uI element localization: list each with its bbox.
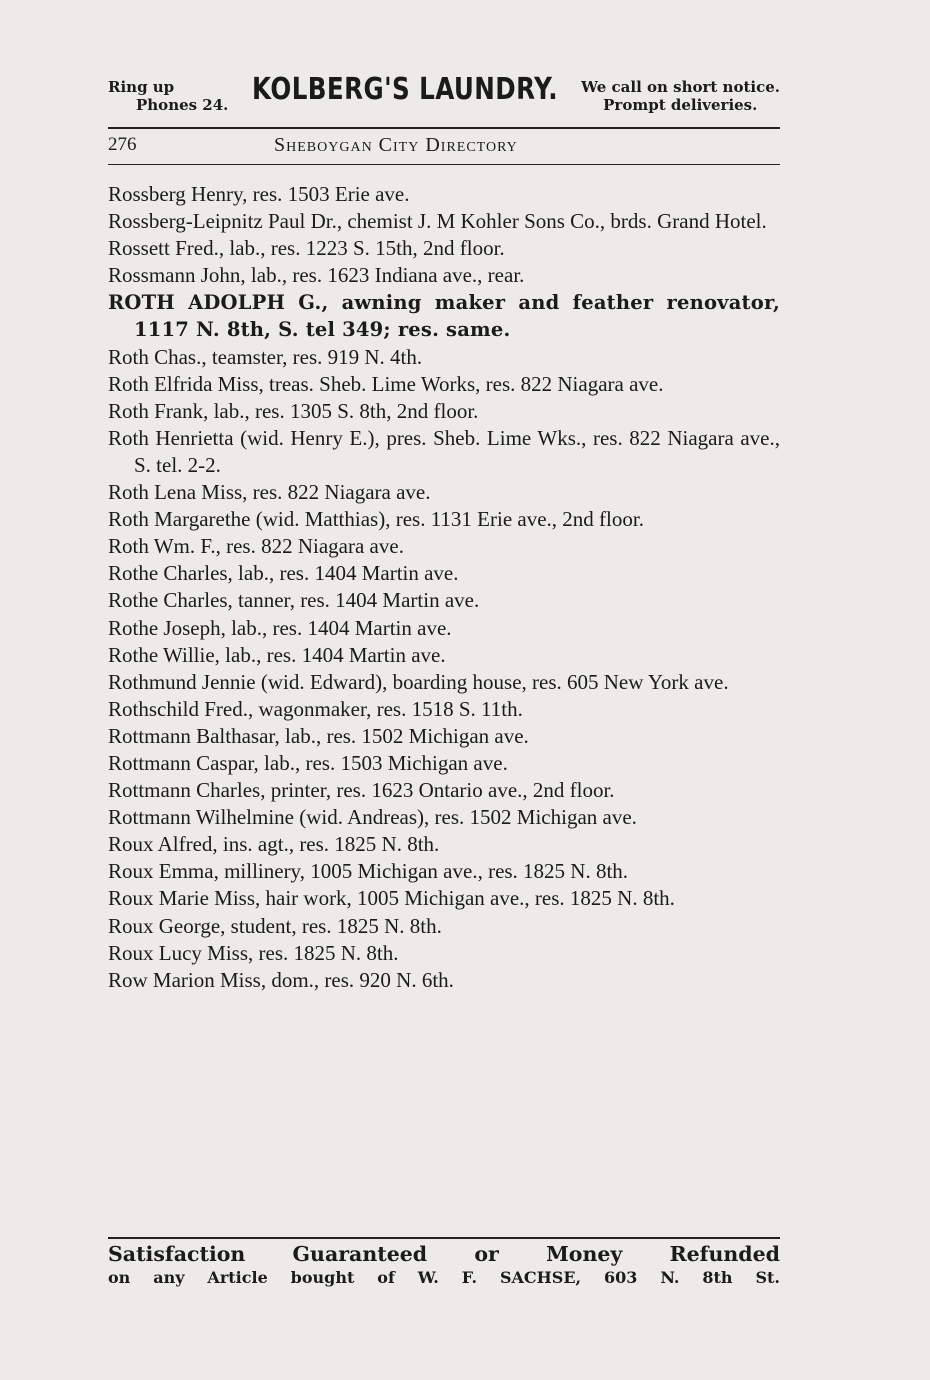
running-head	[108, 134, 780, 160]
page-number: 276	[108, 134, 137, 155]
header-ad-right-line2: Prompt deliveries.	[603, 96, 758, 114]
header-ad-right-line1: We call on short notice.	[581, 78, 780, 96]
footer-ad-line1: Satisfaction Guaranteed or Money Refunded	[108, 1242, 780, 1266]
directory-entry: Roux Emma, millinery, 1005 Michigan ave., res. 1825 N. 8th.	[108, 859, 629, 884]
footer-divider	[108, 1237, 780, 1239]
directory-entry: Rottmann Charles, printer, res. 1623 Ontario ave., 2nd floor.	[108, 778, 615, 803]
directory-entry: Rottmann Caspar, lab., res. 1503 Michigan ave.	[108, 750, 508, 775]
directory-entry: Roth Henrietta (wid. Henry E.), pres. Sheb. Lime Wks., res. 822 Niagara ave., S. tel. 2-2.	[108, 425, 780, 477]
header-advertisement	[108, 70, 780, 120]
directory-entry: Roth Chas., teamster, res. 919 N. 4th.	[108, 344, 423, 369]
directory-entry: Rossberg Henry, res. 1503 Erie ave.	[108, 182, 410, 206]
header-ad-phone	[108, 78, 228, 114]
directory-entry: Roux George, student, res. 1825 N. 8th.	[108, 913, 442, 938]
directory-entry: Rothe Willie, lab., res. 1404 Martin ave.	[108, 642, 446, 667]
directory-entry: Rossberg-Leipnitz Paul Dr., chemist J. M Kohler Sons Co., brds. Grand Hotel.	[108, 209, 767, 234]
footer-ad-line2: on any Article bought of W. F. SACHSE, 603 N. 8th St.	[108, 1268, 780, 1287]
directory-entry: Rottmann Wilhelmine (wid. Andreas), res. 1502 Michigan ave.	[108, 805, 637, 830]
header-ad-title: KOLBERG'S LAUNDRY.	[252, 72, 559, 107]
header-ad-left-line1: Ring up	[108, 78, 175, 96]
directory-entry: Rossett Fred., lab., res. 1223 S. 15th, 2nd floor.	[108, 236, 505, 261]
footer-advertisement	[108, 1240, 780, 1288]
directory-entry: Rothe Joseph, lab., res. 1404 Martin ave.	[108, 615, 452, 640]
page-title: Sheboygan City Directory	[274, 134, 518, 156]
directory-entry: Roux Alfred, ins. agt., res. 1825 N. 8th.	[108, 832, 440, 857]
directory-entry: ROTH ADOLPH G., awning maker and feather renovator, 1117 N. 8th, S. tel 349; res. same.	[108, 291, 780, 342]
directory-entry: Rothschild Fred., wagonmaker, res. 1518 S. 11th.	[108, 696, 523, 721]
running-head-divider	[108, 164, 780, 165]
directory-entry: Rothmund Jennie (wid. Edward), boarding house, res. 605 New York ave.	[108, 669, 729, 694]
directory-entry: Roth Elfrida Miss, treas. Sheb. Lime Works, res. 822 Niagara ave.	[108, 371, 664, 396]
header-divider	[108, 127, 780, 129]
directory-entry: Rothe Charles, tanner, res. 1404 Martin ave.	[108, 588, 480, 613]
directory-entry: Rottmann Balthasar, lab., res. 1502 Michigan ave.	[108, 723, 529, 748]
header-ad-left-line2: Phones 24.	[136, 96, 229, 114]
directory-entry: Roth Lena Miss, res. 822 Niagara ave.	[108, 480, 431, 505]
directory-entry: Roth Wm. F., res. 822 Niagara ave.	[108, 534, 404, 559]
directory-entry: Roux Marie Miss, hair work, 1005 Michigan ave., res. 1825 N. 8th.	[108, 886, 675, 911]
directory-entry: Rothe Charles, lab., res. 1404 Martin ave.	[108, 561, 459, 586]
directory-entry: Roux Lucy Miss, res. 1825 N. 8th.	[108, 940, 399, 965]
header-ad-service	[581, 78, 780, 114]
directory-entry: Roth Frank, lab., res. 1305 S. 8th, 2nd floor.	[108, 398, 479, 423]
directory-listing	[108, 181, 780, 994]
directory-entry: Row Marion Miss, dom., res. 920 N. 6th.	[108, 967, 454, 992]
directory-entry: Rossmann John, lab., res. 1623 Indiana ave., rear.	[108, 263, 525, 288]
directory-entry: Roth Margarethe (wid. Matthias), res. 1131 Erie ave., 2nd floor.	[108, 507, 644, 532]
